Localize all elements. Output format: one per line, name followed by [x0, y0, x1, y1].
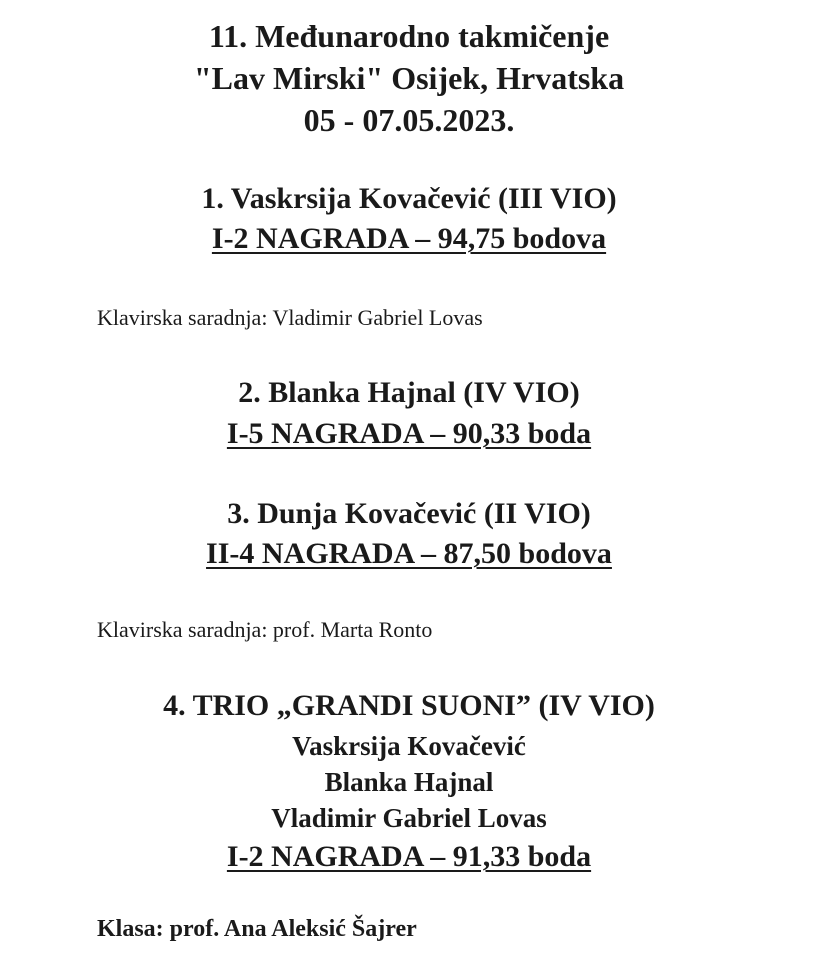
entrant-name: 4. TRIO „GRANDI SUONI” (IV VIO)	[163, 689, 655, 722]
award-text: I-2 NAGRADA – 91,33 boda	[226, 840, 592, 873]
award-text: I-5 NAGRADA – 90,33 boda	[226, 417, 592, 450]
piano-accompaniment-note: Klavirska saradnja: prof. Marta Ronto	[97, 617, 433, 642]
trio-member: Vladimir Gabriel Lovas	[271, 803, 547, 833]
award-text: II-4 NAGRADA – 87,50 bodova	[206, 537, 612, 570]
trio-member: Blanka Hajnal	[324, 767, 494, 797]
trio-member: Vaskrsija Kovačević	[292, 731, 526, 761]
title-line-2: "Lav Mirski" Osijek, Hrvatska	[193, 60, 625, 96]
entrant-name: 1. Vaskrsija Kovačević (III VIO)	[201, 182, 617, 215]
piano-accompaniment-note: Klavirska saradnja: Vladimir Gabriel Lovas	[97, 305, 483, 330]
entrant-name: 3. Dunja Kovačević (II VIO)	[227, 497, 591, 530]
class-teacher: Klasa: prof. Ana Aleksić Šajrer	[97, 916, 417, 942]
title-line-1: 11. Međunarodno takmičenje	[208, 18, 610, 54]
competition-dates: 05 - 07.05.2023.	[303, 102, 515, 138]
entrant-name: 2. Blanka Hajnal (IV VIO)	[238, 376, 580, 409]
award-text: I-2 NAGRADA – 94,75 bodova	[211, 222, 607, 255]
